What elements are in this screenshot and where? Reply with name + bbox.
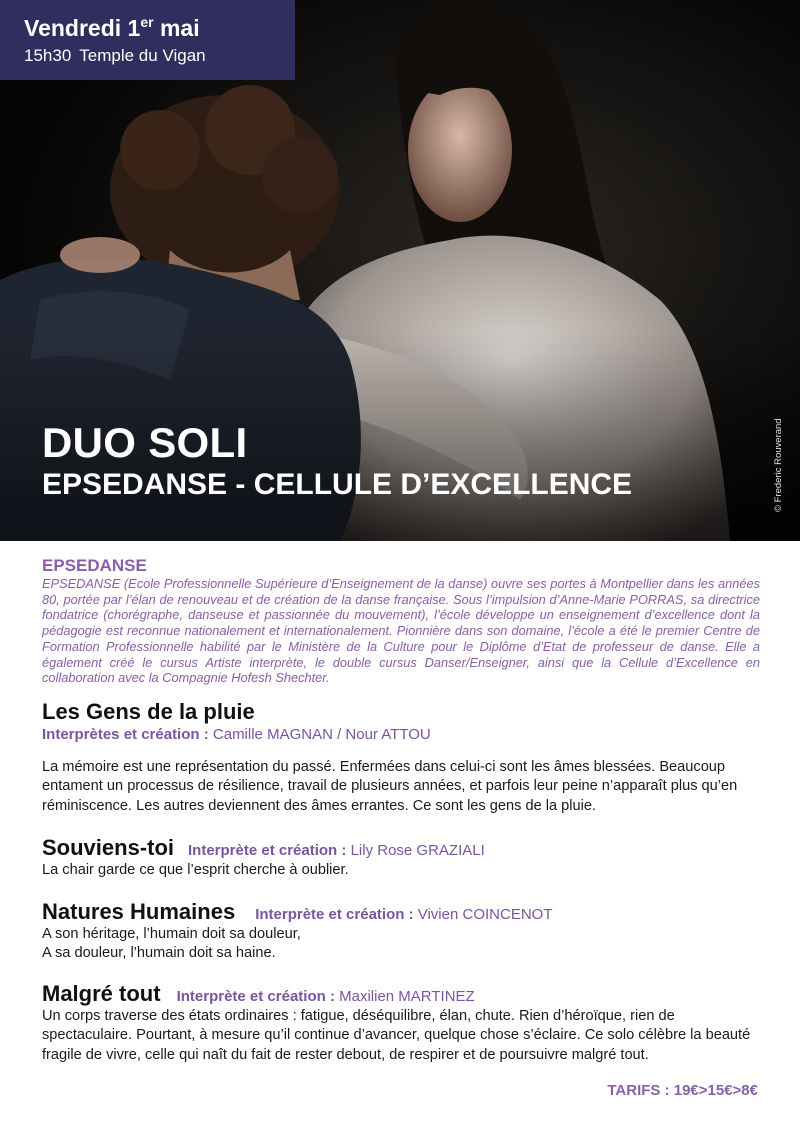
show-title: DUO SOLI — [42, 419, 248, 466]
piece-souviens-toi — [42, 835, 760, 881]
event-time-venue — [24, 45, 295, 67]
piece-title: Les Gens de la pluie — [42, 698, 255, 724]
piece-description-line: A sa douleur, l’humain doit sa haine. — [42, 945, 276, 962]
event-date: Vendredi 1er mai — [24, 14, 200, 41]
piece-description: Un corps traverse des états ordinaires : fatigue, déséquilibre, élan, chute. Rien d’héroïque, rien de spectaculaire. Pourtant, à mesure qu’il continue d’avancer, quelque chose s’éclaire. Ce solo célèbre la beauté fragile de vivre, celle qui naît du fait de rester debout, de respirer et de poursuivre malgré tout. — [42, 1007, 751, 1063]
piece-title: Malgré tout — [42, 980, 161, 1006]
piece-description-line: A son héritage, l’humain doit sa douleur, — [42, 925, 301, 942]
piece-les-gens-de-la-pluie — [42, 699, 760, 817]
piece-credit: Interprètes et création : Camille MAGNAN / Nour ATTOU — [42, 725, 431, 743]
hero-photo — [0, 0, 800, 541]
event-venue: Temple du Vigan — [79, 46, 206, 65]
event-time: 15h30 — [24, 46, 72, 65]
show-subtitle: EPSEDANSE - CELLULE D’EXCELLENCE — [42, 468, 633, 501]
intro-text: EPSEDANSE (Ecole Professionnelle Supérieure d’Enseignement de la danse) ouvre ses portes à Montpellier dans les années 80, portée par l’élan de renouveau et de création de la danse française. Sous l’impulsion d’Anne-Marie PORRAS, sa directrice fondatrice (chorégraphe, danseuse et passionnée du mouvement), l’école développe un enseignement d’excellence dont la pédagogie est reconnue nationalement et internationalement. Pionnière dans son domaine, l’école a été le premier Centre de Formation Professionnelle habilité par le Ministère de la Culture pour le Diplôme d’Etat de professeur de danse. Elle a également créé le cursus Artiste interprète, le double cursus Danser/Enseigner, ainsi que la Cellule d’Excellence en collaboration avec la Compagnie Hofesh Shechter. — [42, 576, 760, 686]
piece-description: La mémoire est une représentation du passé. Enfermées dans celui-ci sont les âmes blessées. Beaucoup entament un processus de résilience, travail de plusieurs années, et parfois leur peine n’apparaît plus qu’en réminiscence. Les autres deviennent des âmes errantes. Ce sont les gens de la pluie. — [42, 758, 738, 814]
piece-credit: Interprète et création : Lily Rose GRAZIALI — [188, 842, 485, 860]
piece-title: Natures Humaines — [42, 898, 236, 924]
piece-malgre-tout — [42, 981, 760, 1066]
piece-description: La chair garde ce que l’esprit cherche à oublier. — [42, 862, 349, 879]
intro-heading: EPSEDANSE — [42, 556, 147, 575]
piece-title: Souviens-toi — [42, 835, 175, 861]
piece-credit: Interprète et création : Vivien COINCENOT — [255, 905, 553, 923]
programme-content — [42, 556, 760, 1065]
intro-section — [42, 556, 760, 686]
photo-credit: © Frederic Rouverand — [773, 418, 784, 512]
piece-credit: Interprète et création : Maxilien MARTINEZ — [176, 987, 475, 1005]
ticket-prices: TARIFS : 19€>15€>8€ — [607, 1082, 758, 1099]
date-banner — [0, 0, 295, 80]
piece-natures-humaines — [42, 899, 760, 964]
